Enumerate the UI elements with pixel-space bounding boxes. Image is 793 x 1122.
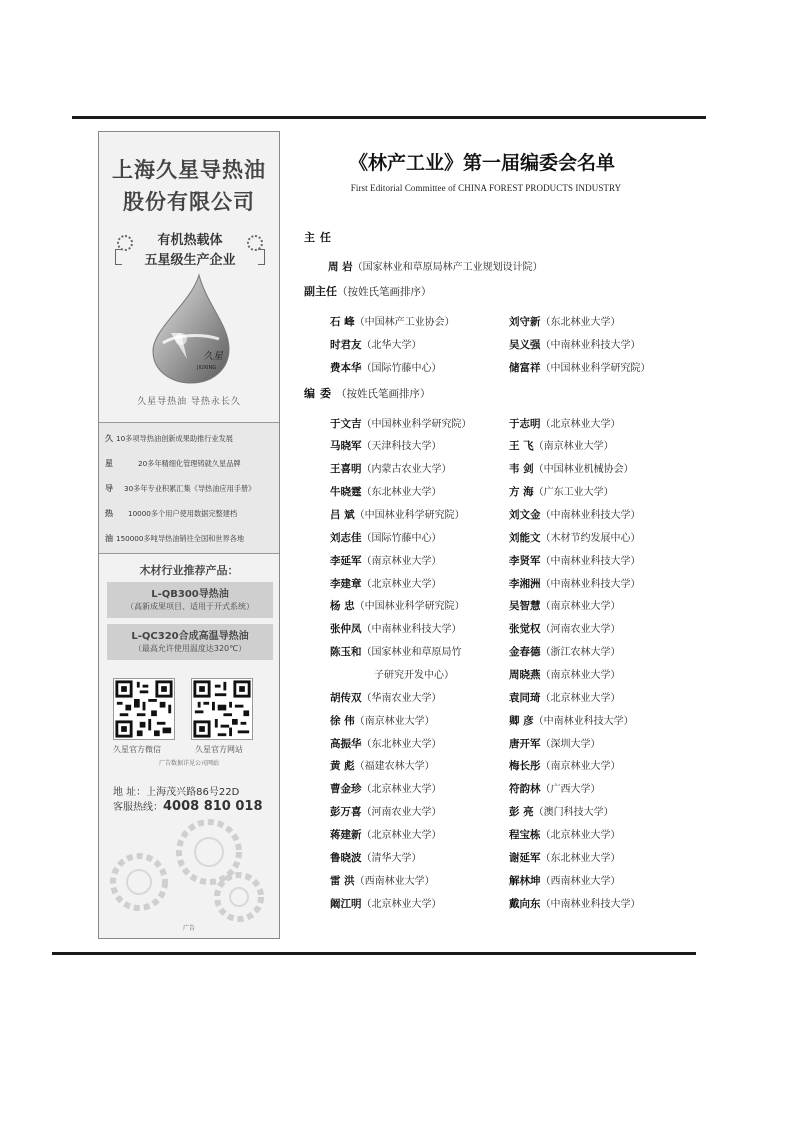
member-entry: 刘守新（东北林业大学） [509,316,621,328]
member-entry: 周 岩（国家林业和草原局林产工业规划设计院） [328,261,543,273]
feature-item: 导 30多年专业积累汇集《导热油应用手册》 [105,484,256,493]
ad-tagline: 久星导热油 导热永长久 [137,397,241,407]
member-entry: 吴义强（中南林业科技大学） [509,339,641,351]
member-entry: 张仲凤（中南林业科技大学） [330,623,462,635]
ad-product-2: L-QC320合成高温导热油 （最高允许使用温度达320℃） [107,624,273,660]
qr-caption-wechat: 久星官方微信 [113,745,161,754]
member-entry: 陈玉和（国家林业和草原局竹 [330,646,462,658]
member-entry: 袁同琦（北京林业大学） [509,692,621,704]
member-entry: 杨 忠（中国林业科学研究院） [330,600,465,612]
member-entry: 石 峰（中国林产工业协会） [330,316,455,328]
bottom-rule [52,952,696,955]
member-entry: 刘志佳（国际竹藤中心） [330,532,442,544]
feature-item: 星 20多年精细化管理铸就久星品牌 [105,459,241,468]
member-entry: 蒋建新（北京林业大学） [330,829,442,841]
member-entry: 谢延军（东北林业大学） [509,852,621,864]
ad-hotline: 客服热线：4008 810 018 [113,799,263,814]
wechat-qr-code [113,678,175,740]
member-entry: 于文吉（中国林业科学研究院） [330,418,472,430]
member-entry: 费本华（国际竹藤中心） [330,362,442,374]
member-entry: 彭万喜（河南农业大学） [330,806,442,818]
member-entry: 张觉权（河南农业大学） [509,623,621,635]
oil-drop-logo [141,273,239,385]
member-entry: 储富祥（中国林业科学研究院） [509,362,651,374]
ad-features-list [99,422,279,554]
member-entry: 程宝栋（北京林业大学） [509,829,621,841]
member-entry: 高振华（东北林业大学） [330,738,442,750]
ad-address: 地 址：上海茂兴路86号22D [113,787,240,798]
member-entry: 金春德（浙江农林大学） [509,646,621,658]
ad-product-1: L-QB300导热油 （高新成果项目、适用于开式系统） [107,582,273,618]
member-entry: 李延军（南京林业大学） [330,555,442,567]
qr-caption-website: 久星官方网站 [195,745,243,754]
ad-company-name-line2: 股份有限公司 [123,189,255,214]
member-entry: 彭 亮（澳门科技大学） [509,806,614,818]
feature-item: 热 10000多个用户使用数据完整建档 [105,509,238,518]
ad-recommend-title: 木材行业推荐产品： [139,564,239,577]
member-entry: 唐开军（深圳大学） [509,738,601,750]
member-entry: 解林坤（西南林业大学） [509,875,621,887]
member-entry: 符韵林（广西大学） [509,783,601,795]
ad-company-name-line1: 上海久星导热油 [112,157,266,182]
member-entry: 梅长彤（南京林业大学） [509,760,621,772]
member-entry: 鲁晓波（清华大学） [330,852,422,864]
member-entry: 王喜明（内蒙古农业大学） [330,463,452,475]
logo-text: 久星 [203,351,223,362]
section-editors-heading: 编委（按姓氏笔画排序） [304,387,431,400]
member-entry: 黄 彪（福建农林大学） [330,760,435,772]
section-chair-heading: 主任 [304,231,336,244]
member-entry: 牛晓霆（东北林业大学） [330,486,442,498]
logo-subtext: JIUXING [197,365,217,371]
member-entry: 胡传双（华南农业大学） [330,692,442,704]
ad-slogan-line1: 有机热载体 [157,233,223,248]
member-entry: 韦 剑（中国林业机械协会） [509,463,634,475]
member-entry: 雷 洪（西南林业大学） [330,875,435,887]
member-entry: 马晓军（天津科技大学） [330,440,442,452]
member-entry: 周晓燕（南京林业大学） [509,669,621,681]
ad-slogan-line2: 五星级生产企业 [144,253,236,268]
member-entry: 曹金珍（北京林业大学） [330,783,442,795]
member-entry: 卿 彦（中南林业科技大学） [509,715,634,727]
member-entry: 阚江明（北京林业大学） [330,898,442,910]
member-entry: 王 飞（南京林业大学） [509,440,614,452]
section-vice-chair-heading: 副主任（按姓氏笔画排序） [304,285,432,298]
member-entry: 于志明（北京林业大学） [509,418,621,430]
page-title: 《林产工业》第一届编委会名单 [348,152,615,174]
member-entry: 李贤军（中南林业科技大学） [509,555,641,567]
feature-item: 久 10多项导热油创新成果助推行业发展 [105,434,233,443]
member-entry: 刘文金（中南林业科技大学） [509,509,641,521]
member-entry: 吴智慧（南京林业大学） [509,600,621,612]
member-entry: 李湘洲（中南林业科技大学） [509,578,641,590]
website-qr-code [191,678,253,740]
gears-decoration [99,812,279,922]
member-entry: 李建章（北京林业大学） [330,578,442,590]
advertisement-panel [98,131,280,939]
qr-note: 广告数据详见公司网站 [158,760,219,767]
ad-footer-label: 广告 [182,925,195,932]
ad-slogan [115,229,265,273]
member-entry: 方 海（广东工业大学） [509,486,614,498]
feature-item: 油 150000多吨导热油销往全国和世界各地 [105,534,245,543]
member-entry: 吕 斌（中国林业科学研究院） [330,509,465,521]
member-affil-continuation: 子研究开发中心） [374,670,454,681]
page-subtitle: First Editorial Committee of CHINA FOREST PRODUCTS INDUSTRY [350,183,622,193]
member-entry: 时君友（北华大学） [330,339,422,351]
member-entry: 刘能文（木材节约发展中心） [509,532,641,544]
top-rule [72,116,706,119]
member-entry: 戴向东（中南林业科技大学） [509,898,641,910]
member-entry: 徐 伟（南京林业大学） [330,715,435,727]
